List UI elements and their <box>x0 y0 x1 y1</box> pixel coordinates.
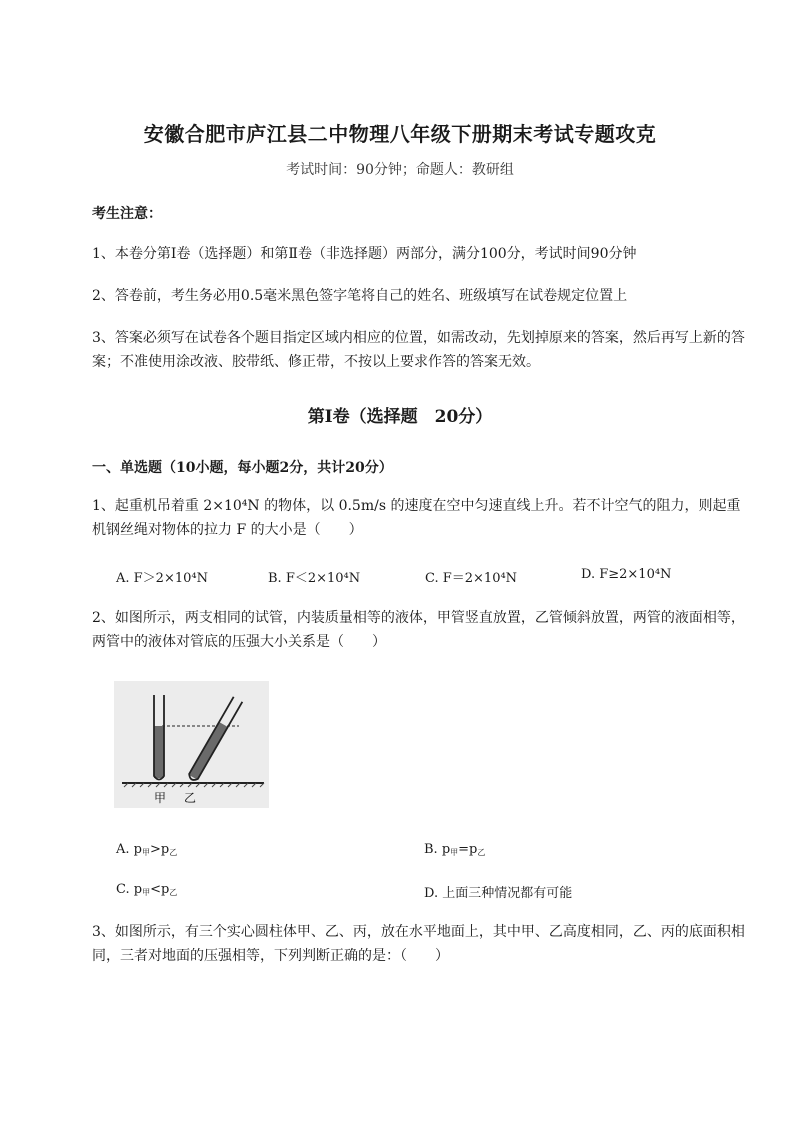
q1-option-c: C. F＝2×10⁴N <box>425 571 518 586</box>
exam-info: 考试时间：90分钟；命题人：教研组 <box>286 162 514 178</box>
test-tube-figure <box>114 681 269 808</box>
q2-c-relation: <p <box>150 882 170 897</box>
q2-b-relation: =p <box>458 842 478 857</box>
notice-item: 3、答案必须写在试卷各个题目指定区域内相应的位置，如需改动，先划掉原来的答案，然后再写上新的答案；不准使用涂改液、胶带纸、修正带，不按以上要求作答的答案无效。 <box>92 330 745 370</box>
q1-option-b: B. F＜2×10⁴N <box>268 571 361 586</box>
q2-a-prefix: A. p <box>116 842 142 857</box>
notice-item: 2、答卷前，考生务必用0.5毫米黑色签字笔将自己的姓名、班级填写在试卷规定位置上 <box>92 288 628 304</box>
notice-item: 1、本卷分第I卷（选择题）和第Ⅱ卷（非选择题）两部分，满分100分，考试时间90分钟 <box>92 246 637 262</box>
page-title: 安徽合肥市庐江县二中物理八年级下册期末考试专题攻克 <box>143 122 657 146</box>
q2-a-sub-2: 乙 <box>169 848 178 857</box>
q2-a-relation: >p <box>149 842 170 857</box>
q2-option-b <box>424 842 485 858</box>
question-2-text: 2、如图所示，两支相同的试管，内装质量相等的液体，甲管竖直放置，乙管倾斜放置，两管的液面相等，两管中的液体对管底的压强大小关系是（ ） <box>92 610 745 650</box>
tube-yi-group <box>187 697 242 782</box>
q2-option-d: D. 上面三种情况都有可能 <box>424 886 573 901</box>
q2-b-sub-2: 乙 <box>477 848 486 857</box>
q2-c-sub-2: 乙 <box>169 888 178 897</box>
label-jia: 甲 <box>154 791 167 805</box>
q2-c-prefix: C. p <box>116 882 143 897</box>
notice-heading: 考生注意： <box>92 206 162 222</box>
test-tube-diagram <box>114 681 269 808</box>
q2-option-c <box>116 882 177 898</box>
q2-option-a <box>116 842 177 858</box>
q2-a-sub-1: 甲 <box>141 848 150 857</box>
q2-b-sub-1: 甲 <box>450 848 459 857</box>
q2-b-prefix: B. p <box>424 842 451 857</box>
question-3-text: 3、如图所示，有三个实心圆柱体甲、乙、丙，放在水平地面上，其中甲、乙高度相同，乙、丙的底面积相同，三者对地面的压强相等，下列判断正确的是：（ ） <box>92 924 745 964</box>
label-yi: 乙 <box>184 791 197 805</box>
section-title: 第I卷（选择题 20分） <box>307 407 493 427</box>
tube-jia-liquid <box>154 726 164 778</box>
q1-option-d: D. F≥2×10⁴N <box>581 567 672 582</box>
q1-option-a: A. F＞2×10⁴N <box>116 571 208 586</box>
q2-c-sub-1: 甲 <box>142 888 151 897</box>
part-heading: 一、单选题（10小题，每小题2分，共计20分） <box>92 460 393 476</box>
question-1-text: 1、起重机吊着重 2×10⁴N 的物体，以 0.5m/s 的速度在空中匀速直线上升。若不计空气的阻力，则起重机钢丝绳对物体的拉力 F 的大小是（ ） <box>92 498 741 538</box>
tube-yi-liquid <box>189 722 228 780</box>
